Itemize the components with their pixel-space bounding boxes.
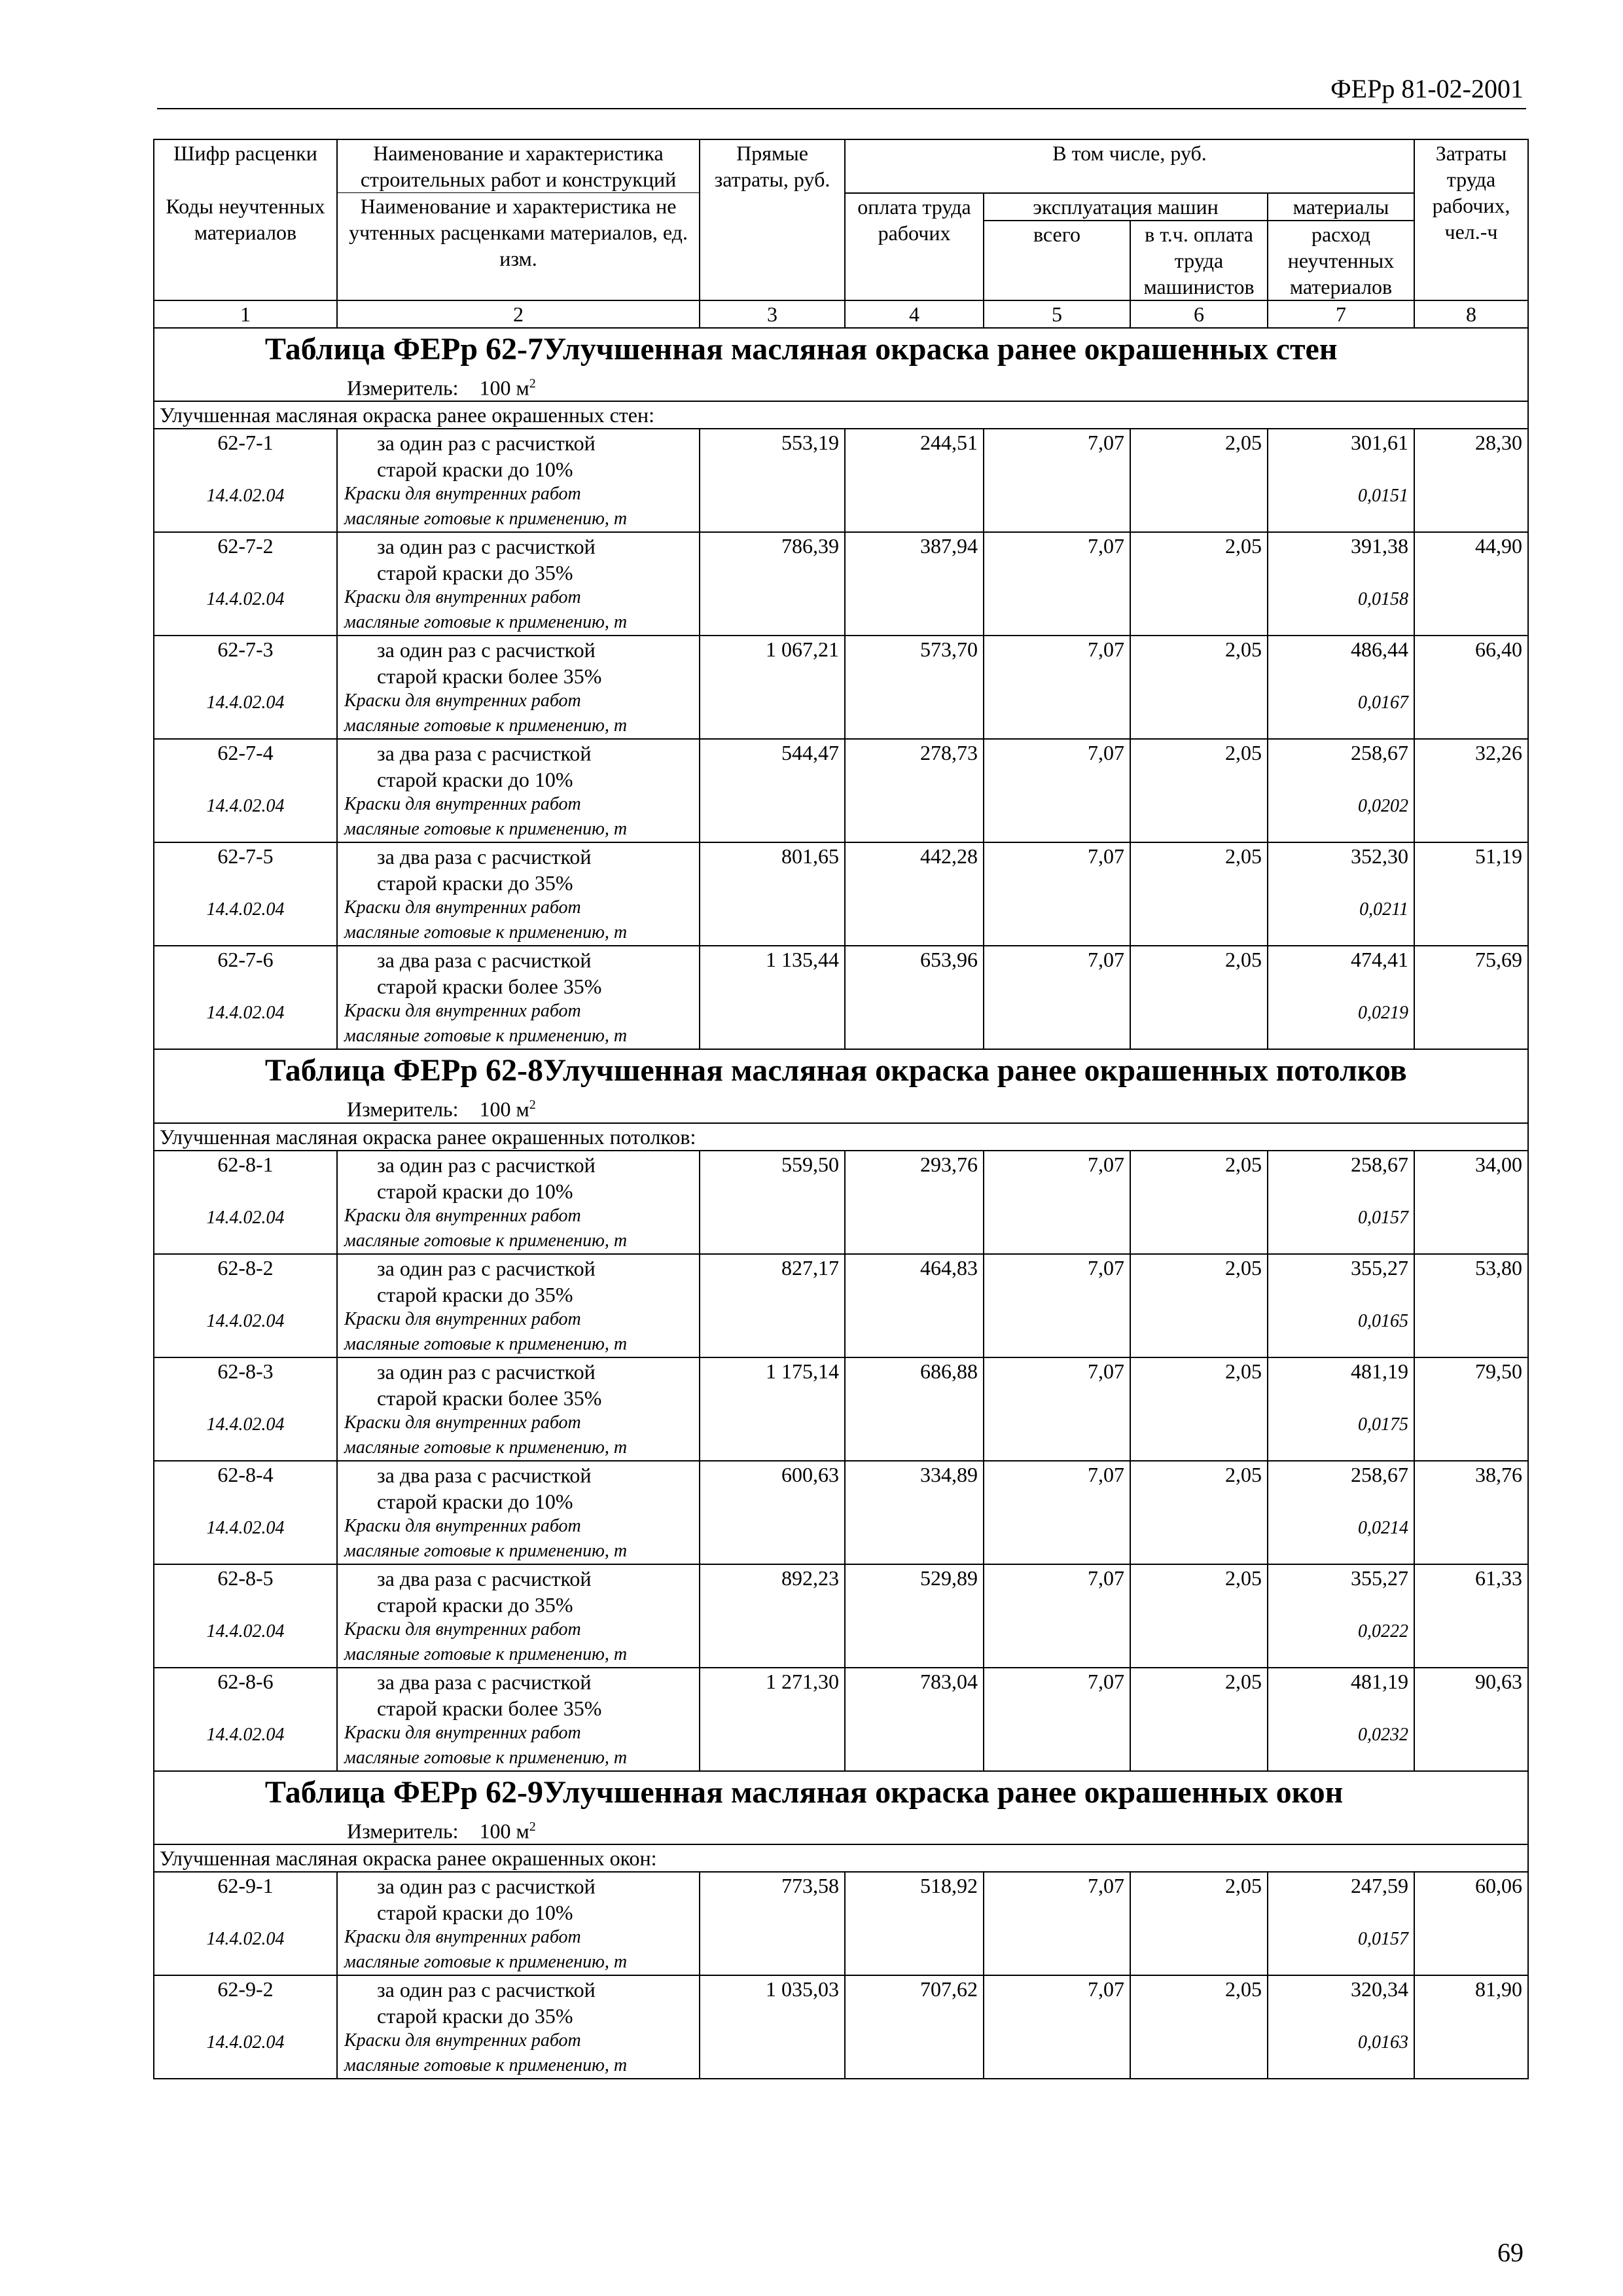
work-description-line1: за один раз с расчисткой: [377, 1874, 596, 1899]
rate-code: 62-8-6: [217, 1669, 274, 1693]
material-description-line1: Краски для внутренних работ: [344, 587, 581, 608]
material-code: 14.4.02.04: [206, 2032, 285, 2053]
value-machines: 7,07: [1088, 948, 1124, 972]
work-description-line2: старой краски более 35%: [377, 975, 602, 999]
material-description-line1: Краски для внутренних работ: [344, 691, 581, 711]
section-unit: [160, 1092, 1522, 1122]
value-labor-hours: 51,19: [1475, 844, 1523, 869]
value-labor: 278,73: [920, 741, 978, 765]
work-description-line1: за один раз с расчисткой: [377, 431, 596, 456]
value-labor: 387,94: [920, 534, 978, 558]
value-operators: 2,05: [1225, 1977, 1262, 2001]
material-code: 14.4.02.04: [206, 589, 285, 610]
value-materials: 355,27: [1351, 1255, 1409, 1280]
unit-superscript: 2: [529, 1098, 536, 1113]
work-description-line1: за один раз с расчисткой: [377, 1359, 596, 1384]
value-machines: 7,07: [1088, 1977, 1124, 2001]
material-description-line2: масляные готовые к применению, т: [344, 612, 628, 633]
rate-code: 62-8-3: [217, 1359, 274, 1383]
header-labor-pay: оплата труда рабочих: [845, 193, 984, 300]
value-operators: 2,05: [1225, 1152, 1262, 1176]
section-subtitle: Улучшенная масляная окраска ранее окрашенных стен:: [160, 403, 654, 427]
table-row: [154, 1254, 1528, 1357]
value-labor-hours: 66,40: [1475, 637, 1523, 662]
value-operators: 2,05: [1225, 1669, 1262, 1693]
column-number: 3: [700, 300, 845, 328]
material-quantity: 0,0232: [1358, 1724, 1409, 1745]
value-machines: 7,07: [1088, 1566, 1124, 1590]
material-quantity: 0,0163: [1358, 2032, 1409, 2053]
column-number: 1: [154, 300, 337, 328]
material-description-line2: масляные готовые к применению, т: [344, 1747, 628, 1768]
value-direct: 786,39: [781, 534, 839, 558]
column-number: 4: [845, 300, 984, 328]
value-operators: 2,05: [1225, 1462, 1262, 1486]
table-row: [154, 532, 1528, 636]
table-row: [154, 1357, 1528, 1461]
section-unit: [160, 370, 1522, 401]
rate-code: 62-8-5: [217, 1566, 274, 1590]
material-description-line1: Краски для внутренних работ: [344, 1515, 581, 1536]
material-quantity: 0,0222: [1358, 1621, 1409, 1641]
value-labor: 707,62: [920, 1977, 978, 2001]
rate-code: 62-7-5: [217, 844, 274, 869]
material-quantity: 0,0175: [1358, 1414, 1409, 1435]
work-description-line2: старой краски до 35%: [377, 1282, 573, 1306]
value-direct: 553,19: [781, 431, 839, 455]
value-labor-hours: 79,50: [1475, 1359, 1523, 1383]
rate-code: 62-7-1: [217, 431, 274, 455]
header-rate-code: Шифр расценки: [154, 139, 337, 193]
value-labor-hours: 32,26: [1475, 741, 1523, 765]
section-title: [160, 1772, 1522, 1814]
rates-table: [153, 139, 1529, 2079]
material-description-line2: масляные готовые к применению, т: [344, 922, 628, 943]
section-header-row: [154, 1049, 1528, 1123]
work-description-line1: за один раз с расчисткой: [377, 1153, 596, 1177]
value-labor: 442,28: [920, 844, 978, 869]
material-description-line2: масляные готовые к применению, т: [344, 819, 628, 840]
value-machines: 7,07: [1088, 1874, 1124, 1898]
value-operators: 2,05: [1225, 1255, 1262, 1280]
column-number: 8: [1414, 300, 1528, 328]
column-number: 5: [984, 300, 1130, 328]
section-header-row: [154, 328, 1528, 402]
value-machines: 7,07: [1088, 534, 1124, 558]
table-row: [154, 842, 1528, 946]
material-description-line1: Краски для внутренних работ: [344, 897, 581, 918]
material-description-line2: масляные готовые к применению, т: [344, 1952, 628, 1973]
value-machines: 7,07: [1088, 1669, 1124, 1693]
value-direct: 1 175,14: [766, 1359, 839, 1383]
unit-superscript: 2: [529, 376, 536, 391]
work-description-line1: за два раза с расчисткой: [377, 742, 592, 766]
section-subtitle: Улучшенная масляная окраска ранее окрашенных потолков:: [160, 1124, 696, 1149]
material-quantity: 0,0211: [1359, 899, 1409, 920]
material-description-line1: Краски для внутренних работ: [344, 794, 581, 815]
material-quantity: 0,0157: [1358, 1207, 1409, 1228]
header-row-1: [154, 139, 1528, 193]
header-materials: материалы: [1268, 193, 1414, 221]
material-code: 14.4.02.04: [206, 486, 285, 507]
section-subtitle: Улучшенная масляная окраска ранее окрашенных окон:: [160, 1846, 657, 1871]
rate-code: 62-8-2: [217, 1255, 274, 1280]
material-description-line1: Краски для внутренних работ: [344, 1619, 581, 1640]
rate-code: 62-8-4: [217, 1462, 274, 1486]
material-description-line1: Краски для внутренних работ: [344, 1412, 581, 1433]
value-operators: 2,05: [1225, 431, 1262, 455]
value-labor: 653,96: [920, 948, 978, 972]
value-direct: 1 135,44: [766, 948, 839, 972]
value-labor-hours: 53,80: [1475, 1255, 1523, 1280]
value-machines: 7,07: [1088, 844, 1124, 869]
material-description-line1: Краски для внутренних работ: [344, 1308, 581, 1329]
work-description-line2: старой краски более 35%: [377, 1696, 602, 1720]
material-code: 14.4.02.04: [206, 1929, 285, 1950]
work-description-line1: за два раза с расчисткой: [377, 845, 592, 869]
table-row: [154, 946, 1528, 1049]
section-unit: [160, 1814, 1522, 1844]
value-labor-hours: 81,90: [1475, 1977, 1523, 2001]
header-direct-costs: Прямые затраты, руб.: [700, 139, 845, 300]
header-including: В том числе, руб.: [845, 139, 1414, 193]
unit-label: Измеритель:: [347, 376, 459, 400]
material-description-line1: Краски для внутренних работ: [344, 1205, 581, 1226]
material-description-line1: Краски для внутренних работ: [344, 1927, 581, 1948]
value-machines: 7,07: [1088, 1359, 1124, 1383]
material-quantity: 0,0157: [1358, 1929, 1409, 1950]
value-machines: 7,07: [1088, 431, 1124, 455]
material-description-line2: масляные готовые к применению, т: [344, 1643, 628, 1664]
header-machines-total: всего: [984, 221, 1130, 300]
header-material-names: Наименование и характеристика не учтенных расценками материалов, ед. изм.: [337, 193, 700, 300]
unit-value: 100 м: [479, 1819, 529, 1843]
material-description-line1: Краски для внутренних работ: [344, 1722, 581, 1743]
material-quantity: 0,0167: [1358, 692, 1409, 713]
rate-code: 62-7-6: [217, 948, 274, 972]
value-materials: 258,67: [1351, 1152, 1409, 1176]
value-labor-hours: 34,00: [1475, 1152, 1523, 1176]
value-operators: 2,05: [1225, 1359, 1262, 1383]
header-labor-hours: Затраты труда рабочих, чел.-ч: [1414, 139, 1528, 300]
unit-label: Измеритель:: [347, 1097, 459, 1121]
material-code: 14.4.02.04: [206, 1414, 285, 1435]
material-description-line1: Краски для внутренних работ: [344, 2030, 581, 2051]
work-description-line1: за один раз с расчисткой: [377, 1256, 596, 1280]
value-direct: 827,17: [781, 1255, 839, 1280]
work-description-line2: старой краски до 10%: [377, 1901, 573, 1925]
material-description-line2: масляные готовые к применению, т: [344, 1333, 628, 1354]
work-description-line1: за два раза с расчисткой: [377, 1566, 592, 1590]
document-code: ФЕРр 81-02-2001: [1330, 74, 1524, 103]
material-description-line2: масляные готовые к применению, т: [344, 1437, 628, 1458]
table-row: [154, 1461, 1528, 1564]
unit-superscript: 2: [529, 1819, 536, 1834]
value-labor-hours: 38,76: [1475, 1462, 1523, 1486]
work-description-line1: за два раза с расчисткой: [377, 1463, 592, 1487]
material-quantity: 0,0214: [1358, 1517, 1409, 1538]
value-materials: 391,38: [1351, 534, 1409, 558]
material-description-line2: масляные готовые к применению, т: [344, 2055, 628, 2076]
value-materials: 486,44: [1351, 637, 1409, 662]
value-machines: 7,07: [1088, 1152, 1124, 1176]
value-direct: 773,58: [781, 1874, 839, 1898]
unit-value: 100 м: [479, 1097, 529, 1121]
value-direct: 600,63: [781, 1462, 839, 1486]
material-code: 14.4.02.04: [206, 796, 285, 817]
work-description-line2: старой краски до 10%: [377, 1179, 573, 1203]
material-code: 14.4.02.04: [206, 1621, 285, 1641]
rate-code: 62-7-2: [217, 534, 274, 558]
value-operators: 2,05: [1225, 1566, 1262, 1590]
value-direct: 1 035,03: [766, 1977, 839, 2001]
value-labor-hours: 60,06: [1475, 1874, 1523, 1898]
material-description-line2: масляные готовые к применению, т: [344, 715, 628, 736]
value-direct: 892,23: [781, 1566, 839, 1590]
section-title-text: Улучшенная масляная окраска ранее окрашенных потолков: [543, 1053, 1407, 1088]
material-code: 14.4.02.04: [206, 1517, 285, 1538]
work-description-line1: за два раза с расчисткой: [377, 948, 592, 973]
work-description-line2: старой краски до 35%: [377, 2004, 573, 2028]
value-materials: 352,30: [1351, 844, 1409, 869]
unit-value: 100 м: [479, 376, 529, 400]
material-quantity: 0,0158: [1358, 589, 1409, 610]
rate-code: 62-8-1: [217, 1152, 274, 1176]
section-header-row: [154, 1771, 1528, 1845]
value-labor: 573,70: [920, 637, 978, 662]
work-description-line2: старой краски до 35%: [377, 871, 573, 895]
section-subtitle-row: [154, 1844, 1528, 1872]
section-title-text: Улучшенная масляная окраска ранее окрашенных окон: [543, 1774, 1344, 1810]
value-machines: 7,07: [1088, 741, 1124, 765]
section-subtitle-row: [154, 1123, 1528, 1151]
table-row: [154, 1975, 1528, 2079]
unit-label: Измеритель:: [347, 1819, 459, 1843]
table-row: [154, 429, 1528, 532]
value-materials: 320,34: [1351, 1977, 1409, 2001]
column-numbers-row: [154, 300, 1528, 328]
value-operators: 2,05: [1225, 1874, 1262, 1898]
work-description-line2: старой краски до 10%: [377, 457, 573, 482]
value-labor: 518,92: [920, 1874, 978, 1898]
table-row: [154, 1151, 1528, 1254]
value-direct: 559,50: [781, 1152, 839, 1176]
section-table-label: Таблица ФЕРр 62-8: [264, 1053, 543, 1088]
section-title: [160, 1050, 1522, 1092]
page-number: 69: [1497, 2238, 1524, 2267]
table-row: [154, 739, 1528, 842]
value-labor: 529,89: [920, 1566, 978, 1590]
value-labor-hours: 75,69: [1475, 948, 1523, 972]
table-row: [154, 1564, 1528, 1668]
value-labor-hours: 61,33: [1475, 1566, 1523, 1590]
value-labor: 334,89: [920, 1462, 978, 1486]
value-materials: 474,41: [1351, 948, 1409, 972]
value-materials: 355,27: [1351, 1566, 1409, 1590]
value-materials: 481,19: [1351, 1669, 1409, 1693]
value-labor-hours: 90,63: [1475, 1669, 1523, 1693]
value-operators: 2,05: [1225, 637, 1262, 662]
column-number: 7: [1268, 300, 1414, 328]
header-rule: [157, 108, 1526, 109]
work-description-line2: старой краски более 35%: [377, 1386, 602, 1410]
value-machines: 7,07: [1088, 637, 1124, 662]
section-table-label: Таблица ФЕРр 62-7: [264, 331, 543, 367]
work-description-line1: за один раз с расчисткой: [377, 1978, 596, 2002]
table-row: [154, 636, 1528, 739]
material-code: 14.4.02.04: [206, 899, 285, 920]
material-code: 14.4.02.04: [206, 692, 285, 713]
section-title-text: Улучшенная масляная окраска ранее окрашенных стен: [543, 331, 1338, 367]
work-description-line1: за два раза с расчисткой: [377, 1670, 592, 1694]
material-code: 14.4.02.04: [206, 1724, 285, 1745]
work-description-line1: за один раз с расчисткой: [377, 638, 596, 662]
work-description-line1: за один раз с расчисткой: [377, 535, 596, 559]
header-work-name: Наименование и характеристика строительных работ и конструкций: [337, 139, 700, 193]
rate-code: 62-7-4: [217, 741, 274, 765]
material-quantity: 0,0202: [1358, 796, 1409, 817]
value-materials: 258,67: [1351, 1462, 1409, 1486]
material-description-line2: масляные готовые к применению, т: [344, 509, 628, 529]
value-direct: 1 067,21: [766, 637, 839, 662]
material-quantity: 0,0219: [1358, 1003, 1409, 1024]
column-number: 6: [1130, 300, 1268, 328]
material-code: 14.4.02.04: [206, 1310, 285, 1331]
header-machines: эксплуатация машин: [984, 193, 1268, 221]
rate-code: 62-9-1: [217, 1874, 274, 1898]
work-description-line2: старой краски до 35%: [377, 1592, 573, 1617]
column-number: 2: [337, 300, 700, 328]
work-description-line2: старой краски до 35%: [377, 561, 573, 585]
section-subtitle-row: [154, 401, 1528, 429]
table-row: [154, 1668, 1528, 1771]
section-title: [160, 329, 1522, 370]
value-operators: 2,05: [1225, 741, 1262, 765]
value-labor: 686,88: [920, 1359, 978, 1383]
material-description-line2: масляные готовые к применению, т: [344, 1540, 628, 1561]
value-materials: 481,19: [1351, 1359, 1409, 1383]
value-direct: 544,47: [781, 741, 839, 765]
value-labor: 464,83: [920, 1255, 978, 1280]
value-materials: 301,61: [1351, 431, 1409, 455]
material-description-line1: Краски для внутренних работ: [344, 484, 581, 505]
value-materials: 258,67: [1351, 741, 1409, 765]
value-operators: 2,05: [1225, 844, 1262, 869]
value-machines: 7,07: [1088, 1255, 1124, 1280]
work-description-line2: старой краски более 35%: [377, 664, 602, 689]
material-description-line2: масляные готовые к применению, т: [344, 1230, 628, 1251]
value-operators: 2,05: [1225, 948, 1262, 972]
value-labor-hours: 44,90: [1475, 534, 1523, 558]
rate-code: 62-9-2: [217, 1977, 274, 2001]
value-machines: 7,07: [1088, 1462, 1124, 1486]
material-code: 14.4.02.04: [206, 1207, 285, 1228]
value-direct: 1 271,30: [766, 1669, 839, 1693]
value-materials: 247,59: [1351, 1874, 1409, 1898]
value-labor: 783,04: [920, 1669, 978, 1693]
value-operators: 2,05: [1225, 534, 1262, 558]
value-labor-hours: 28,30: [1475, 431, 1523, 455]
work-description-line2: старой краски до 10%: [377, 768, 573, 792]
header-material-codes: Коды неучтенных материалов: [154, 193, 337, 300]
work-description-line2: старой краски до 10%: [377, 1489, 573, 1513]
value-labor: 244,51: [920, 431, 978, 455]
material-code: 14.4.02.04: [206, 1003, 285, 1024]
rate-code: 62-7-3: [217, 637, 274, 662]
value-labor: 293,76: [920, 1152, 978, 1176]
header-operators-pay: в т.ч. оплата труда машинистов: [1130, 221, 1268, 300]
header-unaccounted-materials: расход неучтенных материалов: [1268, 221, 1414, 300]
value-direct: 801,65: [781, 844, 839, 869]
section-table-label: Таблица ФЕРр 62-9: [264, 1774, 543, 1810]
material-description-line2: масляные готовые к применению, т: [344, 1026, 628, 1047]
table-row: [154, 1872, 1528, 1975]
material-quantity: 0,0151: [1358, 486, 1409, 507]
material-quantity: 0,0165: [1358, 1310, 1409, 1331]
material-description-line1: Краски для внутренних работ: [344, 1001, 581, 1022]
